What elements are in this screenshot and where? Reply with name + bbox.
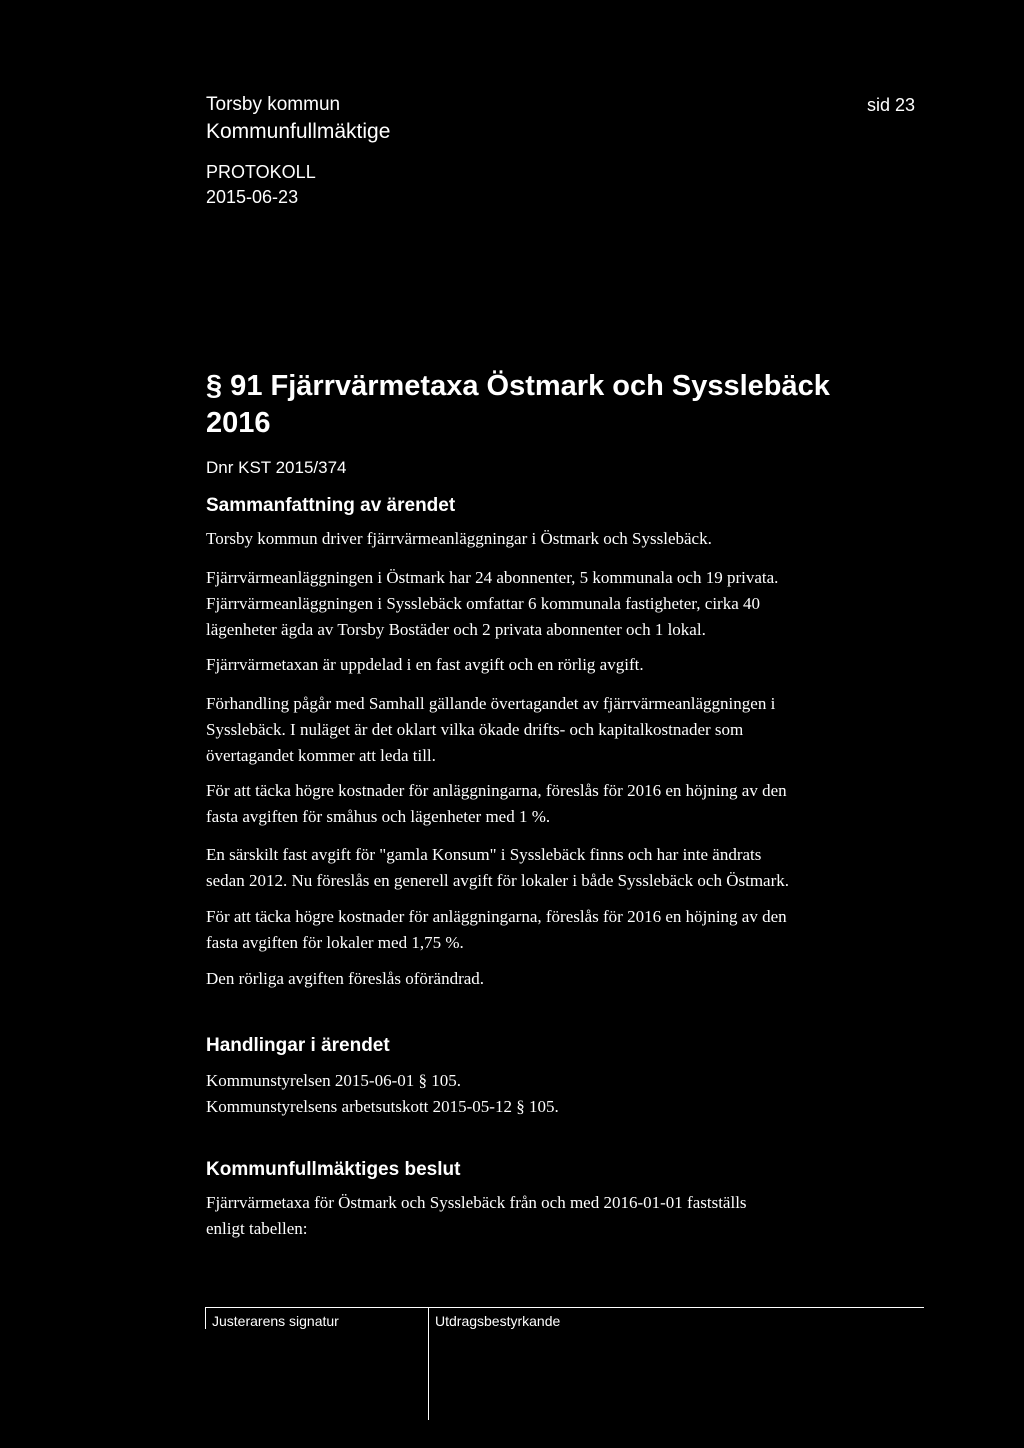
decision-heading: Kommunfullmäktiges beslut <box>206 1159 461 1180</box>
signature-label: Justerarens signatur <box>212 1313 339 1329</box>
summary-p4-line-2: Sysslebäck. I nuläget är det oklart vilka ökade drifts- och kapitalkostnader som <box>206 720 744 739</box>
committee-name: Kommunfullmäktige <box>206 120 391 143</box>
title-line-1: § 91 Fjärrvärmetaxa Östmark och Sysslebäck <box>206 370 830 402</box>
summary-p2-line-2: Fjärrvärmeanläggningen i Sysslebäck omfattar 6 kommunala fastigheter, cirka 40 <box>206 594 761 613</box>
summary-p4-line-3: övertagandet kommer att leda till. <box>206 746 436 765</box>
summary-paragraph-2 <box>206 565 906 643</box>
summary-p6-line-1: En särskilt fast avgift för "gamla Konsum" i Sysslebäck finns och har inte ändrats <box>206 845 762 864</box>
summary-paragraph-3 <box>206 652 906 678</box>
certification-label: Utdragsbestyrkande <box>435 1313 561 1329</box>
summary-p2-line-3: lägenheter ägda av Torsby Bostäder och 2 privata abonnenter och 1 lokal. <box>206 620 706 639</box>
document-type: PROTOKOLL <box>206 162 316 182</box>
footer-divider <box>428 1307 429 1420</box>
footer-left-border <box>205 1307 206 1329</box>
municipality-name: Torsby kommun <box>206 94 341 115</box>
case-number: Dnr KST 2015/374 <box>206 458 347 477</box>
document-date: 2015-06-23 <box>206 187 299 207</box>
summary-p5-line-1: För att täcka högre kostnader för anläggningarna, föreslås för 2016 en höjning av den <box>206 781 787 800</box>
decision-line-1: Fjärrvärmetaxa för Östmark och Sysslebäck från och med 2016-01-01 fastställs <box>206 1193 747 1212</box>
summary-p7-line-1: För att täcka högre kostnader för anläggningarna, föreslås för 2016 en höjning av den <box>206 907 787 926</box>
summary-p3-text: Fjärrvärmetaxan är uppdelad i en fast avgift och en rörlig avgift. <box>206 655 644 674</box>
summary-paragraph-5 <box>206 778 906 830</box>
summary-paragraph-4 <box>206 691 906 769</box>
summary-p8-text: Den rörliga avgiften föreslås oförändrad. <box>206 969 485 988</box>
decision-line-2: enligt tabellen: <box>206 1219 308 1238</box>
document-item-2: Kommunstyrelsens arbetsutskott 2015-05-12 § 105. <box>206 1097 559 1116</box>
decision-text <box>206 1190 906 1242</box>
summary-p6-line-2: sedan 2012. Nu föreslås en generell avgift för lokaler i både Sysslebäck och Östmark. <box>206 871 790 890</box>
title-line-2: 2016 <box>206 407 271 439</box>
page-number: sid 23 <box>867 95 916 115</box>
document-item-1: Kommunstyrelsen 2015-06-01 § 105. <box>206 1071 461 1090</box>
summary-p5-line-2: fasta avgiften för småhus och lägenheter med 1 %. <box>206 807 551 826</box>
page-title <box>206 368 926 442</box>
summary-paragraph-1 <box>206 526 906 552</box>
summary-paragraph-6 <box>206 842 906 894</box>
summary-paragraph-8 <box>206 966 906 992</box>
summary-p4-line-1: Förhandling pågår med Samhall gällande övertagandet av fjärrvärmeanläggningen i <box>206 694 776 713</box>
summary-p7-line-2: fasta avgiften för lokaler med 1,75 %. <box>206 933 464 952</box>
summary-heading: Sammanfattning av ärendet <box>206 495 456 516</box>
summary-paragraph-7 <box>206 904 906 956</box>
footer-top-rule <box>205 1307 924 1308</box>
summary-p1-text: Torsby kommun driver fjärrvärmeanläggningar i Östmark och Sysslebäck. <box>206 529 712 548</box>
summary-p2-line-1: Fjärrvärmeanläggningen i Östmark har 24 abonnenter, 5 kommunala och 19 privata. <box>206 568 779 587</box>
documents-list <box>206 1068 906 1120</box>
documents-heading: Handlingar i ärendet <box>206 1035 390 1056</box>
